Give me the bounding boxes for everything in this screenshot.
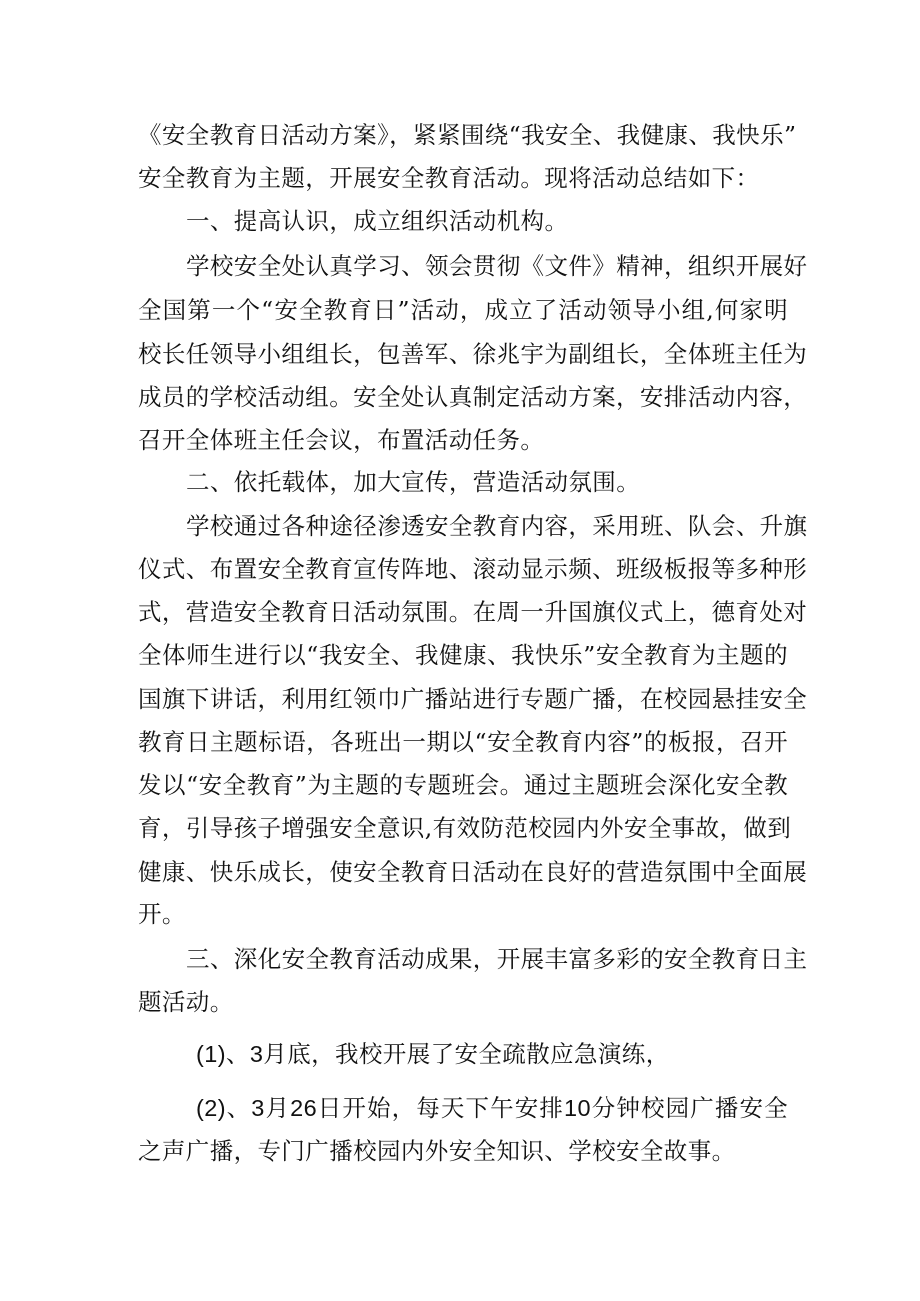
text-line: 题活动。 [138, 988, 234, 1016]
text-line: 成员的学校活动组。安全处认真制定活动方案，安排活动内容， [138, 383, 808, 411]
text-line: 育，引导孩子增强安全意识,有效防范校园内外安全事故，做到 [138, 814, 792, 842]
text-line: 校长任领导小组组长，包善军、徐兆宇为副组长，全体班主任为 [138, 340, 808, 368]
text-line: 国旗下讲话，利用红领巾广播站进行专题广播，在校园悬挂安全 [138, 685, 808, 713]
text-line: 仪式、布置安全教育宣传阵地、滚动显示频、班级板报等多种形 [138, 555, 808, 583]
text-line: 全国第一个“安全教育日”活动，成立了活动领导小组,何家明 [138, 296, 788, 324]
text-line: 之声广播，专门广播校园内外安全知识、学校安全故事。 [138, 1137, 736, 1165]
text-line: 学校通过各种途径渗透安全教育内容，采用班、队会、升旗 [186, 512, 808, 540]
text-line: 开。 [138, 900, 186, 928]
section-heading: 三、深化安全教育活动成果，开展丰富多彩的安全教育日主 [186, 945, 808, 973]
text-line: 安全教育为主题，开展安全教育活动。现将活动总结如下： [138, 164, 760, 192]
text-line: 式，营造安全教育日活动氛围。在周一升国旗仪式上，德育处对 [138, 598, 808, 626]
section-heading: 一、提高认识，成立组织活动机构。 [186, 207, 569, 235]
list-item: (2)、3月26日开始，每天下午安排10分钟校园广播安全 [196, 1095, 788, 1121]
text-line: 召开全体班主任会议，布置活动任务。 [138, 426, 545, 454]
text-line: 全体师生进行以“我安全、我健康、我快乐”安全教育为主题的 [138, 641, 788, 669]
list-item: (1)、3月底，我校开展了安全疏散应急演练， [196, 1041, 670, 1067]
text-line: 教育日主题标语，各班出一期以“安全教育内容”的板报，召开 [138, 728, 788, 756]
text-line: 发以“安全教育”为主题的专题班会。通过主题班会深化安全教 [138, 771, 788, 799]
text-line: 学校安全处认真学习、领会贯彻《文件》精神，组织开展好 [186, 252, 808, 280]
section-heading: 二、依托载体，加大宣传，营造活动氛围。 [186, 468, 641, 496]
text-line: 健康、快乐成长，使安全教育日活动在良好的营造氛围中全面展 [138, 858, 808, 886]
text-line: 《安全教育日活动方案》，紧紧围绕“我安全、我健康、我快乐” [138, 121, 797, 149]
